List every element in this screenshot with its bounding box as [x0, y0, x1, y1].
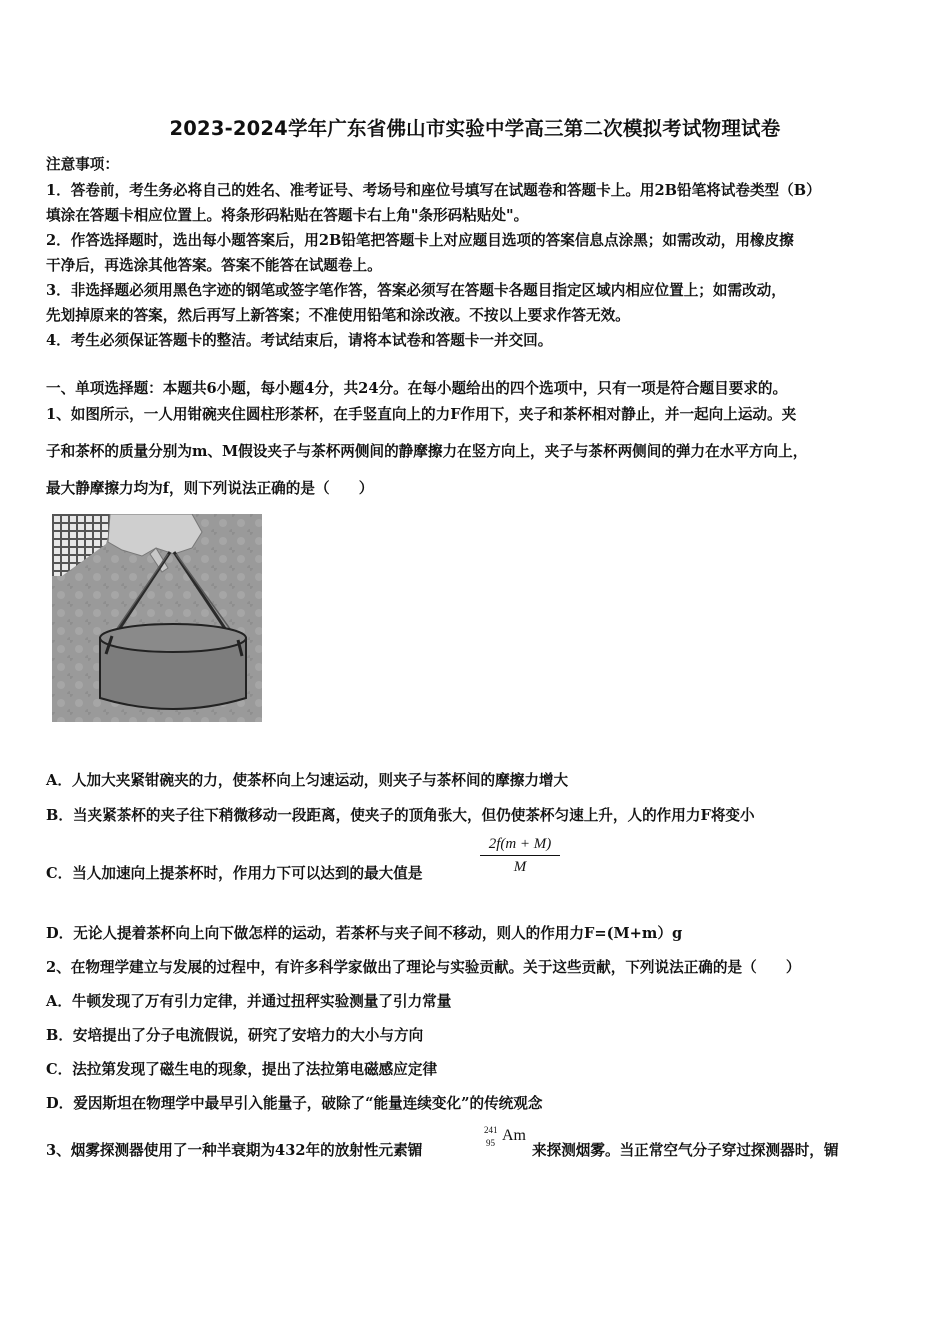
- q2-option-b: B．安培提出了分子电流假说，研究了安培力的大小与方向: [46, 1027, 424, 1044]
- notice-line-4: 干净后，再选涂其他答案。答案不能答在试题卷上。: [46, 257, 382, 274]
- notice-heading: 注意事项：: [46, 156, 119, 173]
- fraction-numerator: 2f(m + M): [480, 836, 560, 856]
- q1-option-c-fraction: [480, 836, 560, 876]
- q1-stem-line-2: 子和茶杯的质量分别为m、M假设夹子与茶杯两侧间的静摩擦力在竖方向上，夹子与茶杯两侧间的弹力在水平方向上，: [46, 443, 808, 460]
- nuclide-mass-number: 241: [484, 1125, 498, 1135]
- notice-line-3: 2．作答选择题时，选出每小题答案后，用2B铅笔把答题卡上对应题目选项的答案信息点涂黑；如需改动，用橡皮擦: [46, 232, 794, 249]
- q2-option-d: D．爱因斯坦在物理学中最早引入能量子，破除了“能量连续变化”的传统观念: [46, 1095, 543, 1112]
- q1-stem-line-1: 1、如图所示，一人用钳碗夹住圆柱形茶杯，在手竖直向上的力F作用下，夹子和茶杯相对静止，并一起向上运动。夹: [46, 406, 797, 423]
- notice-line-7: 4．考生必须保证答题卡的整洁。考试结束后，请将本试卷和答题卡一并交回。: [46, 332, 553, 349]
- q1-stem-line-3: 最大静摩擦力均为f，则下列说法正确的是（ ）: [46, 480, 374, 497]
- q3-stem-before: 3、烟雾探测器使用了一种半衰期为432年的放射性元素镅: [46, 1142, 423, 1159]
- q1-option-a: A．人加大夹紧钳碗夹的力，使茶杯向上匀速运动，则夹子与茶杯间的摩擦力增大: [46, 772, 569, 789]
- section-heading: 一、单项选择题：本题共6小题，每小题4分，共24分。在每小题给出的四个选项中，只有一项是符合题目要求的。: [46, 380, 788, 397]
- notice-line-5: 3．非选择题必须用黑色字迹的钢笔或签字笔作答，答案必须写在答题卡各题目指定区域内相应位置上；如需改动，: [46, 282, 786, 299]
- nuclide-symbol: Am: [502, 1127, 526, 1144]
- nuclide-atomic-number: 95: [486, 1138, 495, 1148]
- q1-option-d: D．无论人提着茶杯向上向下做怎样的运动，若茶杯与夹子间不移动，则人的作用力F=(M+m）g: [46, 925, 683, 942]
- fraction-denominator: M: [513, 859, 527, 875]
- q1-option-c: C．当人加速向上提茶杯时，作用力下可以达到的最大值是: [46, 865, 423, 882]
- notice-line-2: 填涂在答题卡相应位置上。将条形码粘贴在答题卡右上角"条形码粘贴处"。: [46, 207, 529, 224]
- notice-line-6: 先划掉原来的答案，然后再写上新答案；不准使用铅笔和涂改液。不按以上要求作答无效。: [46, 307, 630, 324]
- q2-option-a: A．牛顿发现了万有引力定律，并通过扭秤实验测量了引力常量: [46, 993, 452, 1010]
- page-title: 2023-2024学年广东省佛山市实验中学高三第二次模拟考试物理试卷: [169, 117, 781, 140]
- q2-option-c: C．法拉第发现了磁生电的现象，提出了法拉第电磁感应定律: [46, 1061, 438, 1078]
- notice-line-1: 1．答卷前，考生务必将自己的姓名、准考证号、考场号和座位号填写在试题卷和答题卡上。用2B铅笔将试卷类型（B）: [46, 182, 821, 199]
- q2-stem: 2、在物理学建立与发展的过程中，有许多科学家做出了理论与实验贡献。关于这些贡献，下列说法正确的是（ ）: [46, 959, 801, 976]
- q1-option-b: B．当夹紧茶杯的夹子往下稍微移动一段距离，使夹子的顶角张大，但仍使茶杯匀速上升，人的作用力F将变小: [46, 807, 755, 824]
- teacup-clamp-photo: [52, 514, 262, 722]
- q3-stem-after: 来探测烟雾。当正常空气分子穿过探测器时，镅: [532, 1142, 839, 1159]
